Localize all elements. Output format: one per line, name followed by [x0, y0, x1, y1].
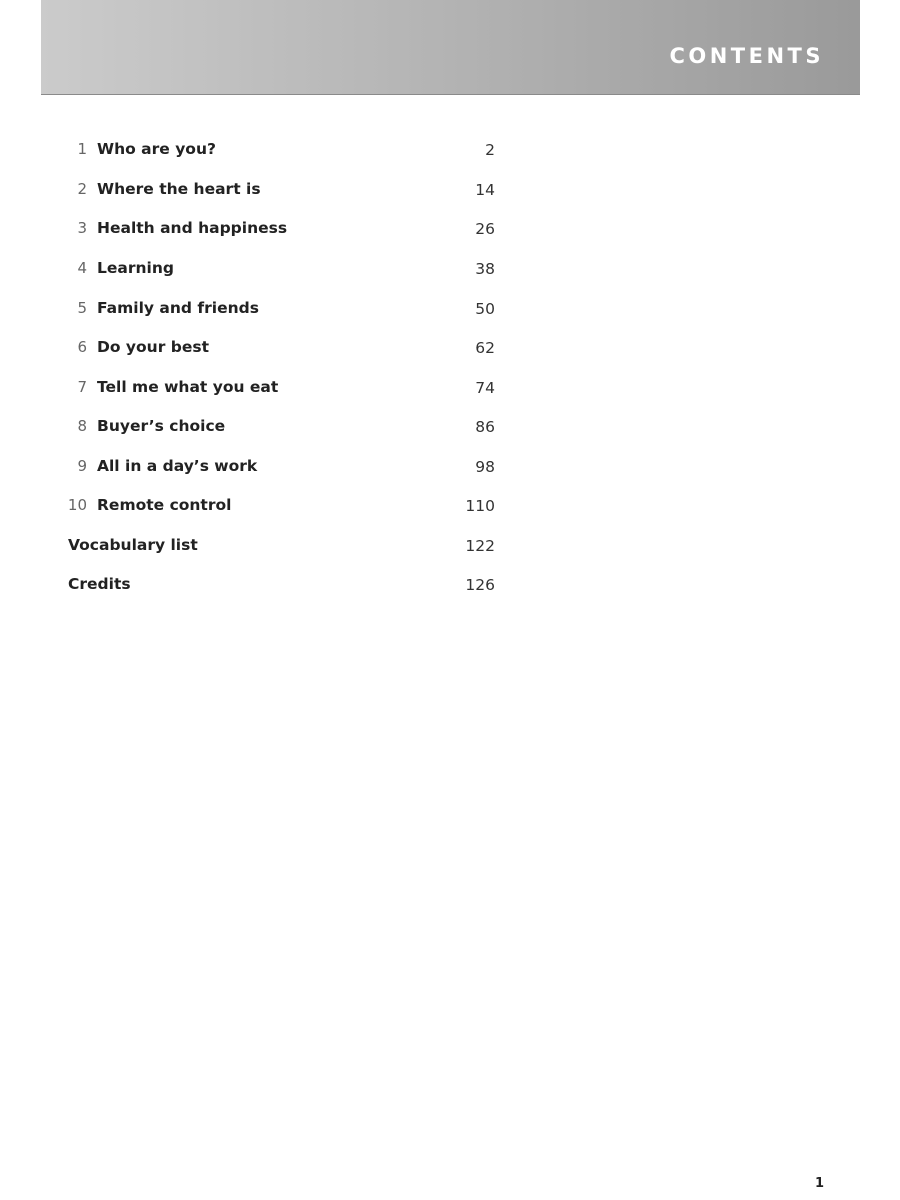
unit-title: Do your best	[97, 338, 209, 356]
unit-number: 8	[77, 417, 87, 435]
unit-title: Buyer’s choice	[97, 417, 226, 435]
page-ref: 122	[465, 537, 495, 555]
unit-number: 9	[77, 457, 87, 475]
unit-number: 2	[77, 180, 87, 198]
toc-entry[interactable]	[0, 259, 900, 285]
toc-entry[interactable]	[0, 219, 900, 245]
page-ref: 2	[485, 141, 495, 159]
unit-title: Who are you?	[97, 140, 216, 158]
section-title: Credits	[68, 575, 131, 593]
toc-entry[interactable]	[0, 338, 900, 364]
page-ref: 62	[475, 339, 495, 357]
page-number: 1	[814, 1176, 824, 1191]
unit-number: 1	[77, 140, 87, 158]
toc-entry[interactable]	[0, 496, 900, 522]
unit-number: 6	[77, 338, 87, 356]
unit-title: Remote control	[97, 496, 232, 514]
unit-title: Tell me what you eat	[97, 378, 279, 396]
unit-number: 3	[77, 219, 87, 237]
page-ref: 50	[475, 300, 495, 318]
page-ref: 14	[475, 181, 495, 199]
toc-entry[interactable]	[0, 378, 900, 404]
unit-title: Where the heart is	[97, 180, 261, 198]
unit-title: All in a day’s work	[97, 457, 258, 475]
toc-entry[interactable]	[0, 575, 900, 601]
page-ref: 38	[475, 260, 495, 278]
toc-entry[interactable]	[0, 536, 900, 562]
unit-number: 7	[77, 378, 87, 396]
toc-entry[interactable]	[0, 417, 900, 443]
page-ref: 98	[475, 458, 495, 476]
unit-title: Health and happiness	[97, 219, 288, 237]
toc-entry[interactable]	[0, 299, 900, 325]
unit-title: Family and friends	[97, 299, 259, 317]
page-ref: 126	[465, 576, 495, 594]
toc-entry[interactable]	[0, 140, 900, 166]
page-ref: 74	[475, 379, 495, 397]
unit-title: Learning	[97, 259, 174, 277]
toc-entry[interactable]	[0, 180, 900, 206]
toc-entry[interactable]	[0, 457, 900, 483]
section-title: Vocabulary list	[68, 536, 198, 554]
header-band	[41, 0, 860, 95]
page-title: CONTENTS	[669, 44, 824, 68]
page-ref: 26	[475, 220, 495, 238]
unit-number: 4	[77, 259, 87, 277]
page-ref: 86	[475, 418, 495, 436]
unit-number: 5	[77, 299, 87, 317]
page-ref: 110	[465, 497, 495, 515]
unit-number: 10	[67, 496, 87, 514]
